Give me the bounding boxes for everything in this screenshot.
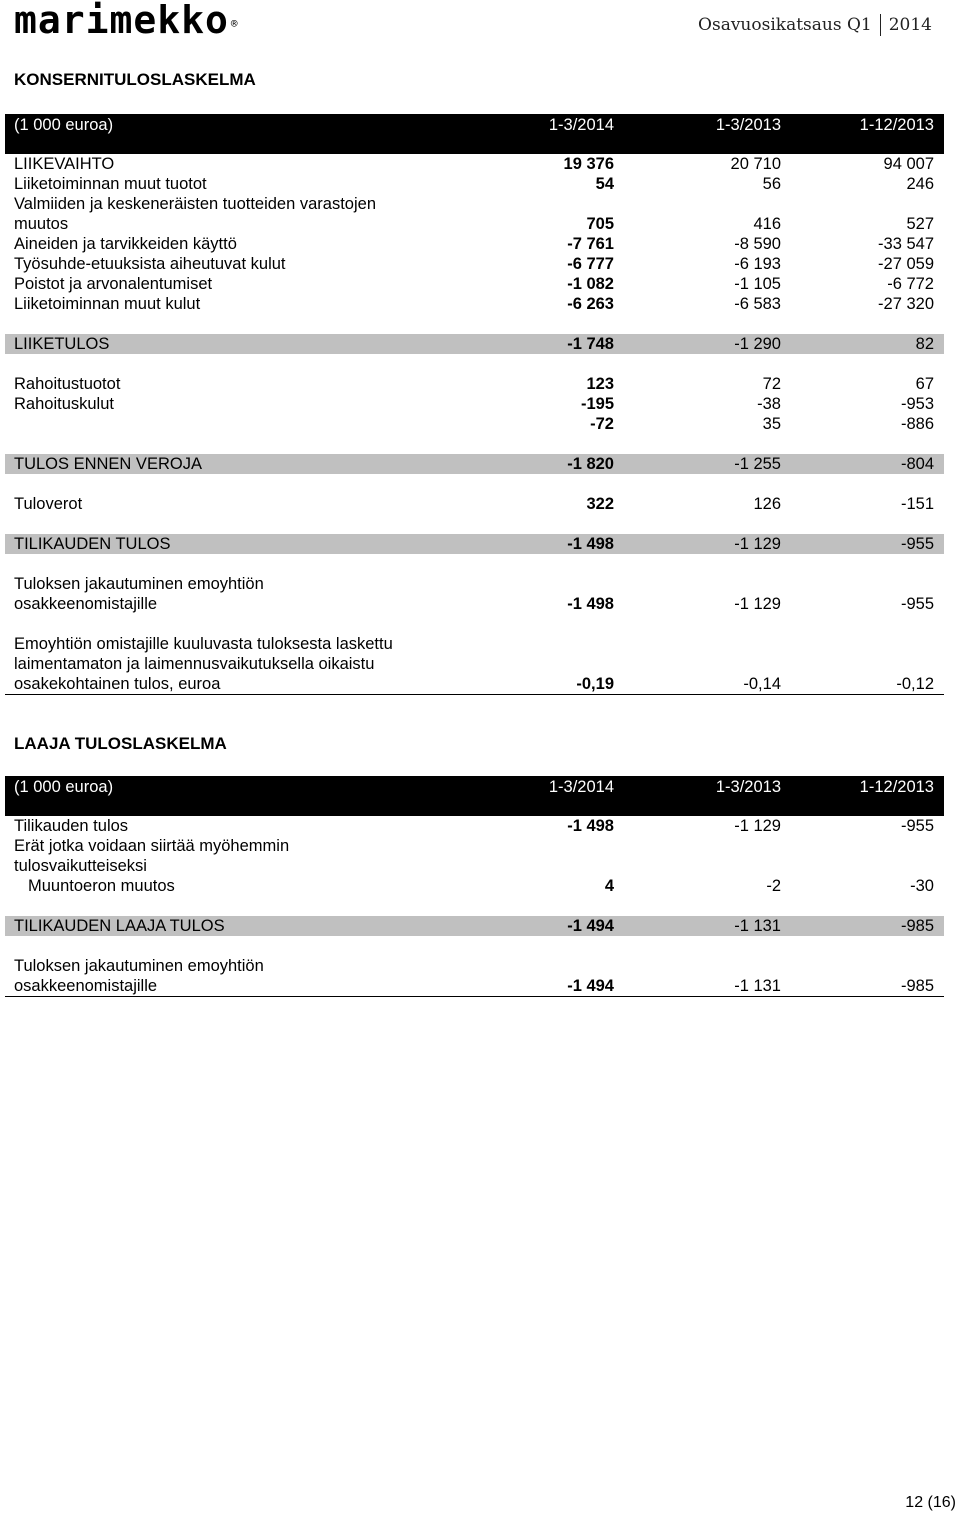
- cell-value: -2: [766, 877, 781, 895]
- cell-value: 4: [604, 877, 614, 895]
- cell-value: -6 777: [567, 255, 614, 273]
- cell-value: 54: [595, 175, 614, 193]
- report-title: [698, 14, 932, 36]
- table-row: [5, 494, 944, 514]
- cell-value: -1 290: [734, 335, 781, 353]
- cell-value: -6 263: [567, 295, 614, 313]
- cell-value: -953: [900, 395, 934, 413]
- cell-value: 416: [753, 215, 781, 233]
- table-row: [5, 654, 944, 674]
- cell-value: 94 007: [883, 155, 934, 173]
- row-label: TILIKAUDEN TULOS: [14, 535, 171, 553]
- cell-value: -1 494: [567, 917, 614, 935]
- subtotal-row: [5, 534, 944, 554]
- table-row: [5, 294, 944, 314]
- cell-value: -72: [590, 415, 614, 433]
- unit-label: (1 000 euroa): [14, 778, 114, 796]
- cell-value: -195: [580, 395, 614, 413]
- cell-value: -0,19: [576, 675, 614, 693]
- row-label: Tuloksen jakautuminen emoyhtiön: [14, 957, 264, 975]
- cell-value: -1 131: [734, 917, 781, 935]
- column-header: 1-12/2013: [859, 116, 934, 134]
- cell-value: -27 320: [878, 295, 934, 313]
- cell-value: -6 193: [734, 255, 781, 273]
- cell-value: 322: [586, 495, 614, 513]
- cell-value: 246: [906, 175, 934, 193]
- cell-value: -7 761: [567, 235, 614, 253]
- cell-value: -1 255: [734, 455, 781, 473]
- table-row: [5, 594, 944, 614]
- table-row: [5, 174, 944, 194]
- row-label: TULOS ENNEN VEROJA: [14, 455, 202, 473]
- subtotal-row: [5, 454, 944, 474]
- cell-value: -1 498: [567, 595, 614, 613]
- table-row: [5, 194, 944, 214]
- row-label: Aineiden ja tarvikkeiden käyttö: [14, 235, 237, 253]
- cell-value: -1 129: [734, 817, 781, 835]
- table-row: [5, 234, 944, 254]
- cell-value: -1 082: [567, 275, 614, 293]
- cell-value: -6 772: [887, 275, 934, 293]
- cell-value: -0,14: [743, 675, 781, 693]
- cell-value: 527: [906, 215, 934, 233]
- table-row: [5, 214, 944, 234]
- table-row: [5, 414, 944, 434]
- cell-value: -1 105: [734, 275, 781, 293]
- cell-value: -955: [900, 595, 934, 613]
- report-name: Osavuosikatsaus Q1: [698, 15, 872, 35]
- cell-value: -8 590: [734, 235, 781, 253]
- row-label: osakekohtainen tulos, euroa: [14, 675, 221, 693]
- cell-value: -1 129: [734, 595, 781, 613]
- table-row: [5, 254, 944, 274]
- table-row: [5, 836, 944, 856]
- page-number: 12 (16): [905, 1494, 956, 1511]
- table-row: [5, 374, 944, 394]
- cell-value: -6 583: [734, 295, 781, 313]
- cell-value: 20 710: [730, 155, 781, 173]
- row-label: Liiketoiminnan muut kulut: [14, 295, 201, 313]
- cell-value: -985: [900, 977, 934, 995]
- column-header: 1-3/2014: [548, 778, 614, 796]
- row-label: Tilikauden tulos: [14, 817, 129, 835]
- table-row: [5, 876, 944, 896]
- cell-value: -1 498: [567, 817, 614, 835]
- row-label: osakkeenomistajille: [14, 595, 158, 613]
- logo-text: marimekko: [14, 0, 229, 42]
- table-header: [5, 776, 944, 798]
- cell-value: -804: [900, 455, 934, 473]
- title-divider: [880, 14, 881, 36]
- row-label: Valmiiden ja keskeneräisten tuotteiden varastojen: [14, 195, 376, 213]
- row-label: osakkeenomistajille: [14, 977, 158, 995]
- row-label: Erät jotka voidaan siirtää myöhemmin: [14, 837, 290, 855]
- cell-value: 35: [762, 415, 781, 433]
- row-label: Muuntoeron muutos: [28, 877, 175, 895]
- report-year: 2014: [888, 15, 932, 35]
- income-statement-table: [5, 114, 944, 695]
- row-label: LIIKEVAIHTO: [14, 155, 115, 173]
- row-label: Tuloverot: [14, 495, 83, 513]
- row-label: Tuloksen jakautuminen emoyhtiön: [14, 575, 264, 593]
- table-row: [5, 816, 944, 836]
- cell-value: 705: [586, 215, 614, 233]
- cell-value: -1 820: [567, 455, 614, 473]
- unit-label: (1 000 euroa): [14, 116, 114, 134]
- cell-value: 19 376: [563, 155, 614, 173]
- cell-value: 82: [915, 335, 934, 353]
- column-header: 1-3/2013: [715, 778, 781, 796]
- cell-value: -1 494: [567, 977, 614, 995]
- cell-value: -955: [900, 817, 934, 835]
- header-band: [5, 798, 944, 816]
- cell-value: -0,12: [896, 675, 934, 693]
- cell-value: 67: [915, 375, 934, 393]
- registered-mark: ®: [230, 17, 239, 30]
- cell-value: -30: [910, 877, 934, 895]
- section2-title: LAAJA TULOSLASKELMA: [14, 734, 227, 753]
- section1-title: KONSERNITULOSLASKELMA: [14, 70, 256, 89]
- cell-value: -955: [900, 535, 934, 553]
- row-label: Liiketoiminnan muut tuotot: [14, 175, 207, 193]
- table-row: [5, 976, 944, 997]
- marimekko-logo: [14, 0, 237, 40]
- subtotal-row: [5, 334, 944, 354]
- cell-value: 126: [753, 495, 781, 513]
- table-row: [5, 674, 944, 695]
- cell-value: -33 547: [878, 235, 934, 253]
- cell-value: -1 748: [567, 335, 614, 353]
- row-label: Työsuhde-etuuksista aiheutuvat kulut: [14, 255, 286, 273]
- row-label: muutos: [14, 215, 69, 233]
- cell-value: -38: [757, 395, 781, 413]
- subtotal-row: [5, 916, 944, 936]
- row-label: Rahoitustuotot: [14, 375, 121, 393]
- row-label: Rahoituskulut: [14, 395, 114, 413]
- cell-value: -151: [900, 495, 934, 513]
- table-row: [5, 956, 944, 976]
- row-label: Emoyhtiön omistajille kuuluvasta tuloksesta laskettu: [14, 635, 393, 653]
- table-row: [5, 274, 944, 294]
- cell-value: -1 129: [734, 535, 781, 553]
- cell-value: -886: [900, 415, 934, 433]
- table-row: [5, 634, 944, 654]
- cell-value: -985: [900, 917, 934, 935]
- table-row: [5, 394, 944, 414]
- cell-value: -27 059: [878, 255, 934, 273]
- comprehensive-income-table: [5, 776, 944, 997]
- cell-value: 72: [762, 375, 781, 393]
- cell-value: 56: [762, 175, 781, 193]
- column-header: 1-12/2013: [859, 778, 934, 796]
- row-label: LIIKETULOS: [14, 335, 110, 353]
- row-label: laimentamaton ja laimennusvaikutuksella oikaistu: [14, 655, 375, 673]
- table-header: [5, 114, 944, 136]
- table-row: [5, 154, 944, 174]
- cell-value: 123: [586, 375, 614, 393]
- row-label: TILIKAUDEN LAAJA TULOS: [14, 917, 225, 935]
- row-label: tulosvaikutteiseksi: [14, 857, 147, 875]
- column-header: 1-3/2013: [715, 116, 781, 134]
- row-label: Poistot ja arvonalentumiset: [14, 275, 213, 293]
- cell-value: -1 498: [567, 535, 614, 553]
- table-row: [5, 574, 944, 594]
- cell-value: -1 131: [734, 977, 781, 995]
- header-band: [5, 136, 944, 154]
- column-header: 1-3/2014: [548, 116, 614, 134]
- table-row: [5, 856, 944, 876]
